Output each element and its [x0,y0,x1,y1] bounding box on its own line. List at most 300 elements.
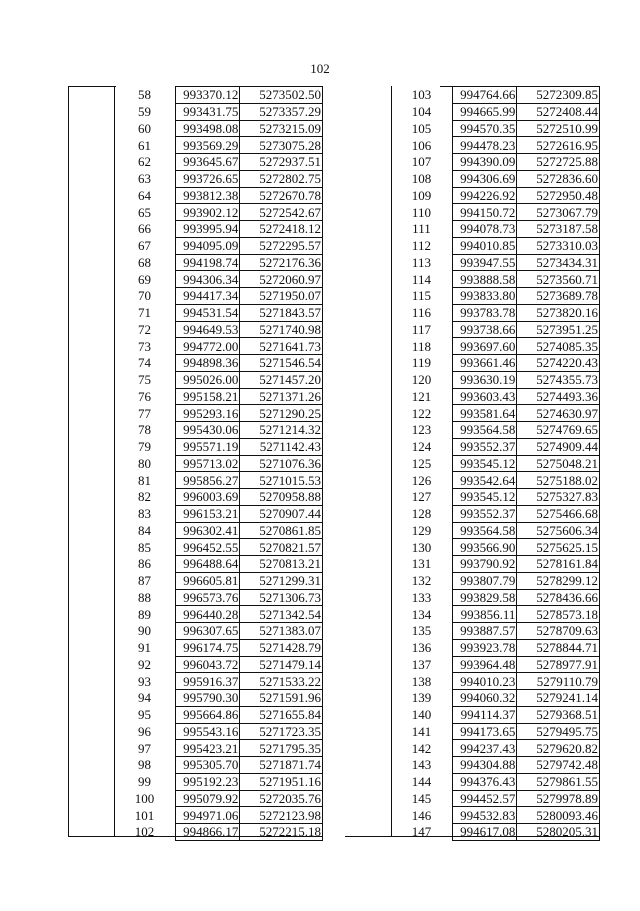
point-number: 113 [411,254,431,270]
table-row [391,137,600,154]
x-coordinate: 993645.67 [175,154,240,171]
y-coordinate: 5271843.57 [240,304,323,321]
x-coordinate: 993564.58 [452,522,517,539]
y-coordinate: 5272035.76 [240,790,323,807]
point-number: 76 [137,388,151,404]
point-number: 137 [411,656,432,672]
y-coordinate: 5271479.14 [240,656,323,673]
table-row [114,154,323,171]
x-coordinate: 993552.37 [452,438,517,455]
x-coordinate: 993552.37 [452,505,517,522]
y-coordinate: 5273434.31 [517,254,600,271]
y-coordinate: 5274085.35 [517,338,600,355]
x-coordinate: 994078.73 [452,221,517,238]
x-coordinate: 994376.43 [452,773,517,790]
x-coordinate: 996307.65 [175,623,240,640]
table-row [114,606,323,623]
point-number: 141 [411,723,432,739]
y-coordinate: 5279241.14 [517,690,600,707]
x-coordinate: 993807.79 [452,572,517,589]
y-coordinate: 5273502.50 [240,87,323,104]
y-coordinate: 5275625.15 [517,539,600,556]
table-row [391,371,600,388]
table-row [114,271,323,288]
point-number: 85 [137,539,151,555]
table-row [114,438,323,455]
table-row [114,505,323,522]
table-row [114,740,323,757]
point-number: 131 [411,556,432,572]
table-row [114,539,323,556]
table-row [114,706,323,723]
y-coordinate: 5271871.74 [240,757,323,774]
point-number: 77 [137,405,151,421]
point-number: 122 [411,405,432,421]
x-coordinate: 994237.43 [452,740,517,757]
x-coordinate: 996174.75 [175,639,240,656]
table-row [391,556,600,573]
table-row [391,539,600,556]
y-coordinate: 5279978.89 [517,790,600,807]
y-coordinate: 5275048.21 [517,455,600,472]
point-number: 104 [411,104,432,120]
x-coordinate: 994060.32 [452,690,517,707]
table-row [391,807,600,824]
table-row [391,522,600,539]
y-coordinate: 5272950.48 [517,187,600,204]
x-coordinate: 993812.38 [175,187,240,204]
point-number: 136 [411,640,432,656]
table-row [114,304,323,321]
y-coordinate: 5279861.55 [517,773,600,790]
point-number: 58 [137,87,151,103]
x-coordinate: 994010.23 [452,673,517,690]
y-coordinate: 5271428.79 [240,639,323,656]
point-number: 127 [411,489,432,505]
table-row [114,773,323,790]
table-row [391,472,600,489]
point-number: 59 [137,104,151,120]
x-coordinate: 994095.09 [175,237,240,254]
y-coordinate: 5274220.43 [517,355,600,372]
coordinate-grid [114,86,323,841]
table-row [114,388,323,405]
x-coordinate: 993603.43 [452,388,517,405]
y-coordinate: 5273215.09 [240,120,323,137]
y-coordinate: 5271655.84 [240,706,323,723]
table-row [114,455,323,472]
point-number: 69 [137,271,151,287]
point-number: 83 [137,506,151,522]
table-row [391,405,600,422]
table-row [114,656,323,673]
x-coordinate: 993856.11 [452,606,517,623]
point-number: 71 [137,305,151,321]
x-coordinate: 993947.55 [452,254,517,271]
x-coordinate: 994478.23 [452,137,517,154]
x-coordinate: 996573.76 [175,589,240,606]
x-coordinate: 993790.92 [452,556,517,573]
y-coordinate: 5271015.53 [240,472,323,489]
point-number: 142 [411,740,432,756]
y-coordinate: 5272176.36 [240,254,323,271]
table-border [68,86,116,87]
y-coordinate: 5271591.96 [240,690,323,707]
table-row [114,673,323,690]
point-number: 110 [411,204,431,220]
table-row [391,254,600,271]
point-number: 73 [137,338,151,354]
y-coordinate: 5271641.73 [240,338,323,355]
table-row [114,639,323,656]
point-number: 129 [411,522,432,538]
table-row [391,321,600,338]
x-coordinate: 996440.28 [175,606,240,623]
table-row [114,405,323,422]
y-coordinate: 5280205.31 [517,824,600,841]
table-row [391,690,600,707]
point-number: 98 [137,757,151,773]
table-row [391,773,600,790]
point-number: 94 [137,690,151,706]
table-row [114,187,323,204]
table-row [114,338,323,355]
x-coordinate: 993431.75 [175,103,240,120]
table-row [391,723,600,740]
x-coordinate: 994150.72 [452,204,517,221]
table-row [114,204,323,221]
table-row [114,170,323,187]
y-coordinate: 5279110.79 [517,673,600,690]
table-row [391,656,600,673]
y-coordinate: 5274769.65 [517,422,600,439]
point-number: 119 [411,355,431,371]
y-coordinate: 5274630.97 [517,405,600,422]
y-coordinate: 5272725.88 [517,154,600,171]
table-row [391,338,600,355]
x-coordinate: 994010.85 [452,237,517,254]
point-number: 63 [137,171,151,187]
y-coordinate: 5271740.98 [240,321,323,338]
right-coordinate-table [345,86,600,840]
point-number: 143 [411,757,432,773]
point-number: 67 [137,238,151,254]
y-coordinate: 5273820.16 [517,304,600,321]
y-coordinate: 5272060.97 [240,271,323,288]
table-row [114,422,323,439]
table-row [391,438,600,455]
x-coordinate: 995856.27 [175,472,240,489]
x-coordinate: 995430.06 [175,422,240,439]
table-row [391,489,600,506]
point-number: 107 [411,154,432,170]
point-number: 99 [137,774,151,790]
y-coordinate: 5275327.83 [517,489,600,506]
point-number: 117 [411,321,431,337]
x-coordinate: 996153.21 [175,505,240,522]
x-coordinate: 993888.58 [452,271,517,288]
table-row [391,120,600,137]
point-number: 147 [411,824,432,840]
table-row [114,790,323,807]
point-number: 101 [134,807,155,823]
x-coordinate: 993833.80 [452,288,517,305]
table-row [391,589,600,606]
x-coordinate: 996003.69 [175,489,240,506]
y-coordinate: 5272836.60 [517,170,600,187]
point-number: 128 [411,506,432,522]
table-row [391,572,600,589]
table-row [391,422,600,439]
point-number: 72 [137,321,151,337]
table-row [114,237,323,254]
y-coordinate: 5271533.22 [240,673,323,690]
point-number: 93 [137,673,151,689]
x-coordinate: 994198.74 [175,254,240,271]
table-row [391,639,600,656]
x-coordinate: 993902.12 [175,204,240,221]
x-coordinate: 995543.16 [175,723,240,740]
table-row [391,606,600,623]
x-coordinate: 994226.92 [452,187,517,204]
x-coordinate: 995079.92 [175,790,240,807]
point-number: 135 [411,623,432,639]
point-number: 105 [411,120,432,136]
page-number: 102 [310,61,330,76]
point-number: 123 [411,422,432,438]
point-number: 102 [134,824,155,840]
y-coordinate: 5272937.51 [240,154,323,171]
point-number: 130 [411,539,432,555]
table-row [114,623,323,640]
x-coordinate: 994898.36 [175,355,240,372]
y-coordinate: 5275466.68 [517,505,600,522]
y-coordinate: 5274355.73 [517,371,600,388]
x-coordinate: 994665.99 [452,103,517,120]
x-coordinate: 996605.81 [175,572,240,589]
point-number: 64 [137,187,151,203]
point-number: 111 [412,221,431,237]
point-number: 62 [137,154,151,170]
table-row [114,288,323,305]
coordinate-grid [391,86,600,841]
y-coordinate: 5271076.36 [240,455,323,472]
x-coordinate: 994390.09 [452,154,517,171]
x-coordinate: 995916.37 [175,673,240,690]
y-coordinate: 5270907.44 [240,505,323,522]
x-coordinate: 994971.06 [175,807,240,824]
point-number: 109 [411,187,432,203]
table-row [391,790,600,807]
table-row [391,271,600,288]
table-row [114,589,323,606]
y-coordinate: 5273951.25 [517,321,600,338]
y-coordinate: 5279742.48 [517,757,600,774]
x-coordinate: 993964.48 [452,656,517,673]
y-coordinate: 5278709.63 [517,623,600,640]
x-coordinate: 993697.60 [452,338,517,355]
x-coordinate: 994306.69 [452,170,517,187]
x-coordinate: 995192.23 [175,773,240,790]
y-coordinate: 5275188.02 [517,472,600,489]
point-number: 84 [137,522,151,538]
x-coordinate: 995664.86 [175,706,240,723]
x-coordinate: 996043.72 [175,656,240,673]
table-row [391,87,600,104]
point-number: 139 [411,690,432,706]
y-coordinate: 5272802.75 [240,170,323,187]
x-coordinate: 995293.16 [175,405,240,422]
table-row [114,723,323,740]
y-coordinate: 5278161.84 [517,556,600,573]
x-coordinate: 995423.21 [175,740,240,757]
x-coordinate: 994452.57 [452,790,517,807]
x-coordinate: 994417.34 [175,288,240,305]
y-coordinate: 5273560.71 [517,271,600,288]
y-coordinate: 5271142.43 [240,438,323,455]
point-number: 92 [137,656,151,672]
x-coordinate: 993783.78 [452,304,517,321]
point-number: 95 [137,707,151,723]
point-number: 115 [411,288,431,304]
y-coordinate: 5272309.85 [517,87,600,104]
x-coordinate: 993566.90 [452,539,517,556]
point-number: 116 [411,305,431,321]
y-coordinate: 5273187.58 [517,221,600,238]
point-number: 108 [411,171,432,187]
point-number: 82 [137,489,151,505]
table-row [114,572,323,589]
point-number: 133 [411,589,432,605]
y-coordinate: 5274493.36 [517,388,600,405]
y-coordinate: 5271723.35 [240,723,323,740]
table-border [68,86,69,837]
point-number: 91 [137,640,151,656]
table-row [114,321,323,338]
x-coordinate: 995571.19 [175,438,240,455]
y-coordinate: 5271290.25 [240,405,323,422]
table-row [391,355,600,372]
x-coordinate: 994173.65 [452,723,517,740]
y-coordinate: 5271383.07 [240,623,323,640]
x-coordinate: 994114.37 [452,706,517,723]
table-row [391,505,600,522]
x-coordinate: 994570.35 [452,120,517,137]
x-coordinate: 996302.41 [175,522,240,539]
table-row [391,824,600,841]
x-coordinate: 994649.53 [175,321,240,338]
y-coordinate: 5271795.35 [240,740,323,757]
table-row [114,807,323,824]
x-coordinate: 993569.29 [175,137,240,154]
point-number: 61 [137,137,151,153]
point-number: 132 [411,573,432,589]
y-coordinate: 5278436.66 [517,589,600,606]
table-row [391,740,600,757]
y-coordinate: 5273067.79 [517,204,600,221]
point-number: 74 [137,355,151,371]
point-number: 68 [137,254,151,270]
point-number: 75 [137,372,151,388]
table-row [391,187,600,204]
point-number: 114 [411,271,431,287]
point-number: 89 [137,606,151,622]
table-row [114,355,323,372]
table-row [114,556,323,573]
table-row [114,472,323,489]
point-number: 87 [137,573,151,589]
y-coordinate: 5278844.71 [517,639,600,656]
x-coordinate: 996488.64 [175,556,240,573]
point-number: 146 [411,807,432,823]
y-coordinate: 5280093.46 [517,807,600,824]
point-number: 118 [411,338,431,354]
x-coordinate: 994866.17 [175,824,240,841]
table-row [114,824,323,841]
y-coordinate: 5271371.26 [240,388,323,405]
x-coordinate: 993370.12 [175,87,240,104]
point-number: 100 [134,790,155,806]
y-coordinate: 5279620.82 [517,740,600,757]
point-number: 112 [411,238,431,254]
table-row [114,103,323,120]
x-coordinate: 993995.94 [175,221,240,238]
y-coordinate: 5270861.85 [240,522,323,539]
x-coordinate: 994304.88 [452,757,517,774]
y-coordinate: 5272510.99 [517,120,600,137]
table-row [391,304,600,321]
y-coordinate: 5272123.98 [240,807,323,824]
point-number: 78 [137,422,151,438]
table-row [391,154,600,171]
table-row [391,103,600,120]
point-number: 79 [137,439,151,455]
point-number: 106 [411,137,432,153]
y-coordinate: 5272295.57 [240,237,323,254]
y-coordinate: 5271546.54 [240,355,323,372]
point-number: 80 [137,455,151,471]
y-coordinate: 5270821.57 [240,539,323,556]
x-coordinate: 994531.54 [175,304,240,321]
point-number: 125 [411,455,432,471]
point-number: 103 [411,87,432,103]
table-row [391,706,600,723]
x-coordinate: 993545.12 [452,489,517,506]
x-coordinate: 993738.66 [452,321,517,338]
point-number: 140 [411,707,432,723]
point-number: 86 [137,556,151,572]
y-coordinate: 5274909.44 [517,438,600,455]
x-coordinate: 993726.65 [175,170,240,187]
y-coordinate: 5271306.73 [240,589,323,606]
x-coordinate: 995713.02 [175,455,240,472]
y-coordinate: 5278977.91 [517,656,600,673]
table-row [114,254,323,271]
y-coordinate: 5272542.67 [240,204,323,221]
table-row [114,120,323,137]
y-coordinate: 5271951.16 [240,773,323,790]
table-row [114,221,323,238]
point-number: 90 [137,623,151,639]
y-coordinate: 5271299.31 [240,572,323,589]
x-coordinate: 993564.58 [452,422,517,439]
x-coordinate: 995026.00 [175,371,240,388]
table-row [391,673,600,690]
y-coordinate: 5270958.88 [240,489,323,506]
point-number: 70 [137,288,151,304]
x-coordinate: 994532.83 [452,807,517,824]
x-coordinate: 993630.19 [452,371,517,388]
